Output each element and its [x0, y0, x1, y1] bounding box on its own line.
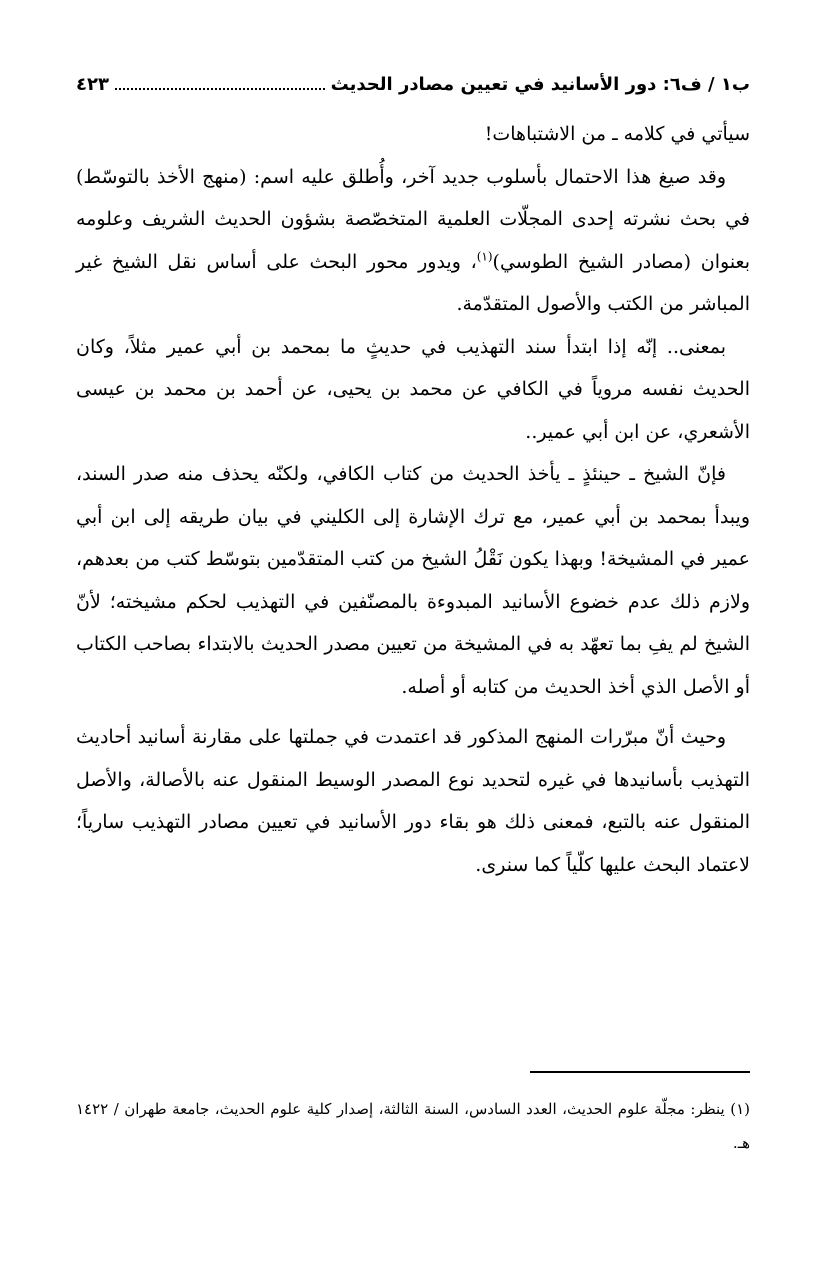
footnote-reference[interactable]: (١): [476, 249, 493, 264]
paragraph-4: فإنّ الشيخ ـ حينئذٍ ـ يأخذ الحديث من كتاب الكافي، ولكنّه يحذف منه صدر السند، ويبدأ بمحمد بن أبي عمير، مع ترك الإشارة إلى الكليني في بيان طريقه إلى ابن أبي عمير في المشيخة! وبهذا يكون نَقْلُ الشيخ من كتب المتقدّمين بتوسّط كتب من بعدهم، ولازم ذلك عدم خضوع الأسانيد المبدوءة بالمصنّفين في التهذيب لحكم مشيخته؛ لأنّ الشيخ لم يفِ بما تعهّد به في المشيخة من تعيين مصدر الحديث بالابتداء بصاحب الكتاب أو الأصل الذي أخذ الحديث من كتابه أو أصله.: [76, 463, 750, 698]
paragraph-2-text: وقد صيغ هذا الاحتمال بأسلوب جديد آخر، وأُطلق عليه اسم: (منهج الأخذ بالتوسّط) في بحث نشرته إحدى المجلّات العلمية المتخصّصة بشؤون الحديث الشريف وعلومه بعنوان (مصادر الشيخ الطوسي): [76, 165, 751, 273]
header-title: ب١ / ف٦: دور الأسانيد في تعيين مصادر الحديث: [330, 74, 750, 95]
paragraph-5: وحيث أنّ مبرّرات المنهج المذكور قد اعتمدت في جملتها على مقارنة أسانيد أحاديث التهذيب بأسانيدها في غيره لتحديد نوع المصدر الوسيط المنقول عنه بالأصالة، والأصل المنقول عنه بالتبع، فمعنى ذلك هو بقاء دور الأسانيد في تعيين مصادر التهذيب سارياً؛ لاعتماد البحث عليها كلّياً كما سنرى.: [76, 726, 750, 876]
paragraph-2-text-continued: ، ويدور محور البحث على أساس نقل الشيخ غير المباشر من الكتب والأصول المتقدّمة.: [76, 250, 750, 315]
paragraph-3: بمعنى.. إنّه إذا ابتدأ سند التهذيب في حديثٍ ما بمحمد بن أبي عمير مثلاً، وكان الحديث نفسه مروياً في الكافي عن محمد بن يحيى، عن أحمد بن محمد بن عيسى الأشعري، عن ابن أبي عمير..: [76, 335, 750, 443]
footnote-separator: [530, 1071, 750, 1073]
paragraph-1: سيأتي في كلامه ـ من الاشتباهات!: [484, 123, 750, 145]
running-header: [76, 70, 750, 99]
book-page: [76, 70, 751, 1152]
header-leader-dots: [115, 70, 325, 90]
page-number: ٤٢٣: [76, 74, 109, 95]
paragraph-2: [76, 156, 750, 326]
footnote: (١) ينظر: مجلّة علوم الحديث، العدد السادس، السنة الثالثة، إصدار كلية علوم الحديث، جامعة طهران / ١٤٢٢ هـ.: [76, 1100, 750, 1152]
main-text: [76, 113, 750, 886]
